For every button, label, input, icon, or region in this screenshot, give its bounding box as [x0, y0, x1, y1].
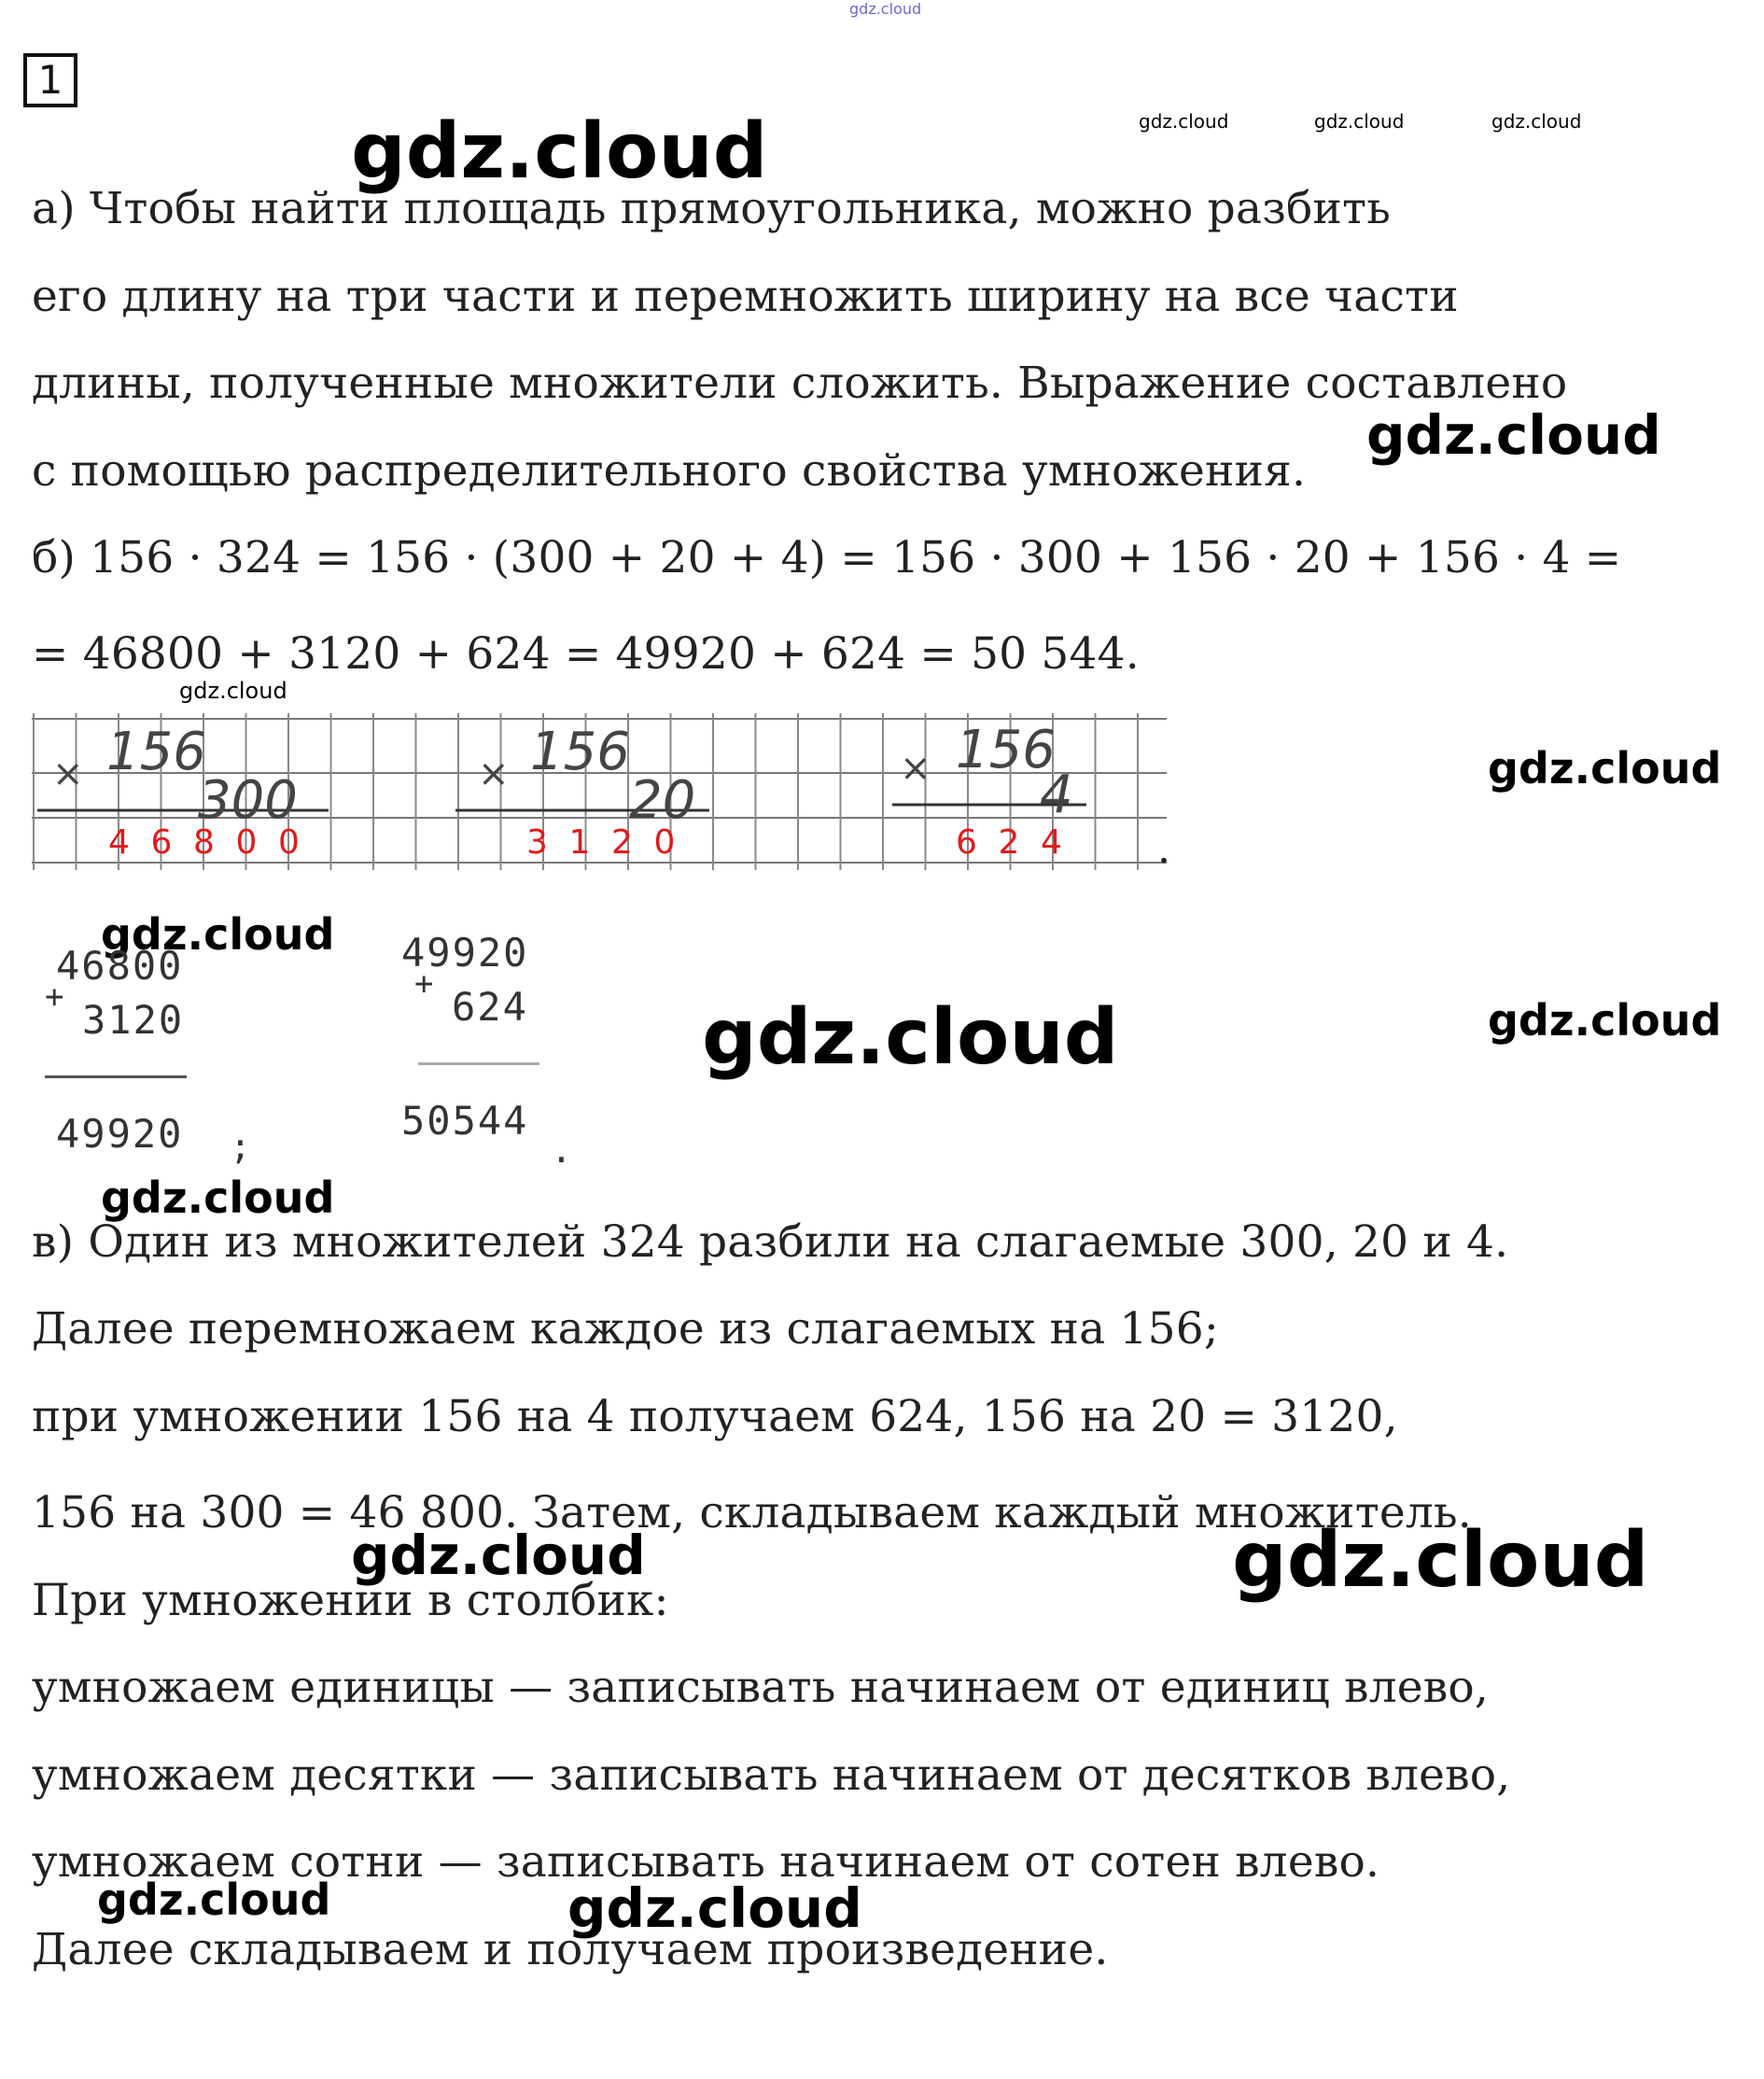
- mult-1-result-digit: 6: [150, 823, 173, 862]
- add-2-line: [418, 1062, 539, 1065]
- add-1-b: 3120: [82, 997, 185, 1043]
- mult-3-sign: ×: [900, 747, 931, 790]
- watermark-medium-5: gdz.cloud: [101, 1173, 335, 1223]
- text-line-c4: 156 на 300 = 46 800. Затем, складываем каждый множитель.: [32, 1487, 1472, 1538]
- mult-2-bottom: 20: [629, 770, 696, 831]
- text-line-c1: в) Один из множителей 324 разбили на слагаемые 300, 20 и 4.: [32, 1216, 1509, 1268]
- add-1-end: ;: [230, 1126, 253, 1167]
- watermark-small-3: gdz.cloud: [1491, 110, 1582, 133]
- watermark-large-2: gdz.cloud: [702, 993, 1119, 1082]
- watermark-large-1: gdz.cloud: [351, 107, 768, 196]
- mult-2-result-digit: 3: [526, 823, 548, 862]
- watermark-small-1: gdz.cloud: [1139, 110, 1229, 133]
- task-number-box: 1: [23, 53, 77, 107]
- mult-3-result-digit: 2: [998, 823, 1020, 862]
- add-2-end: .: [551, 1130, 574, 1171]
- strip-end-dot: .: [1157, 825, 1170, 873]
- add-1-sum: 49920: [56, 1111, 184, 1157]
- mult-3-result-digit: 6: [956, 823, 977, 862]
- multiplication-grid: [32, 713, 1170, 873]
- text-line-c5: При умножении в столбик:: [32, 1575, 669, 1626]
- add-1-a: 46800: [56, 943, 184, 989]
- add-2-sign: +: [414, 965, 436, 1003]
- add-2-b: 624: [452, 984, 528, 1030]
- text-line-b1: б) 156 · 324 = 156 · (300 + 20 + 4) = 156 · 300 + 156 · 20 + 156 · 4 =: [32, 532, 1622, 583]
- text-line-a1: а) Чтобы найти площадь прямоугольника, можно разбить: [32, 183, 1392, 234]
- mult-1-result-digit: 0: [278, 823, 300, 862]
- watermark-medium-8: gdz.cloud: [567, 1876, 862, 1940]
- text-line-c2: Далее перемножаем каждое из слагаемых на 156;: [32, 1303, 1219, 1355]
- watermark-medium-7: gdz.cloud: [97, 1875, 331, 1925]
- watermark-medium-1: gdz.cloud: [1366, 403, 1661, 467]
- watermark-small-2: gdz.cloud: [1314, 110, 1405, 133]
- text-line-c3: при умножении 156 на 4 получаем 624, 156 на 20 = 3120,: [32, 1391, 1398, 1442]
- text-line-a2: его длину на три части и перемножить ширину на все части: [32, 271, 1459, 322]
- text-line-b2: = 46800 + 3120 + 624 = 49920 + 624 = 50 544.: [32, 628, 1140, 680]
- add-1-line: [45, 1075, 187, 1078]
- watermark-medium-2: gdz.cloud: [1488, 743, 1722, 794]
- watermark-small-4: gdz.cloud: [179, 678, 287, 704]
- text-line-c8: умножаем сотни — записывать начинаем от сотен влево.: [32, 1836, 1380, 1888]
- watermark-medium-3: gdz.cloud: [101, 909, 335, 960]
- add-1-sign: +: [45, 978, 66, 1016]
- mult-1-sign: ×: [52, 752, 84, 795]
- mult-1-bottom: 300: [198, 770, 298, 831]
- mult-3-top: 156: [956, 720, 1056, 780]
- watermark-medium-6: gdz.cloud: [351, 1524, 646, 1587]
- watermark-medium-4: gdz.cloud: [1488, 995, 1722, 1046]
- mult-1-top: 156: [106, 722, 206, 782]
- mult-2-top: 156: [530, 722, 630, 782]
- watermark-large-3: gdz.cloud: [1232, 1516, 1649, 1605]
- add-2-sum: 50544: [401, 1098, 529, 1144]
- watermark-top: gdz.cloud: [849, 0, 922, 18]
- mult-1-result-digit: 4: [108, 823, 130, 862]
- mult-2-result-digit: 2: [611, 823, 633, 862]
- text-line-c9: Далее складываем и получаем произведение.: [32, 1924, 1109, 1975]
- text-line-a3: длины, полученные множители сложить. Выражение составлено: [32, 358, 1568, 409]
- text-line-c6: умножаем единицы — записывать начинаем от единиц влево,: [32, 1662, 1490, 1713]
- text-line-a4: с помощью распределительного свойства умножения.: [32, 445, 1307, 497]
- mult-1-result-digit: 0: [235, 823, 258, 862]
- mult-3-result-digit: 4: [1041, 823, 1062, 862]
- mult-2-result-digit: 0: [653, 823, 676, 862]
- add-2-a: 49920: [401, 930, 529, 976]
- mult-1-result-digit: 8: [193, 823, 215, 862]
- mult-3-bottom: 4: [1040, 765, 1073, 825]
- text-line-c7: умножаем десятки — записывать начинаем от десятков влево,: [32, 1749, 1511, 1801]
- mult-2-sign: ×: [478, 752, 510, 795]
- mult-2-result-digit: 1: [568, 823, 591, 862]
